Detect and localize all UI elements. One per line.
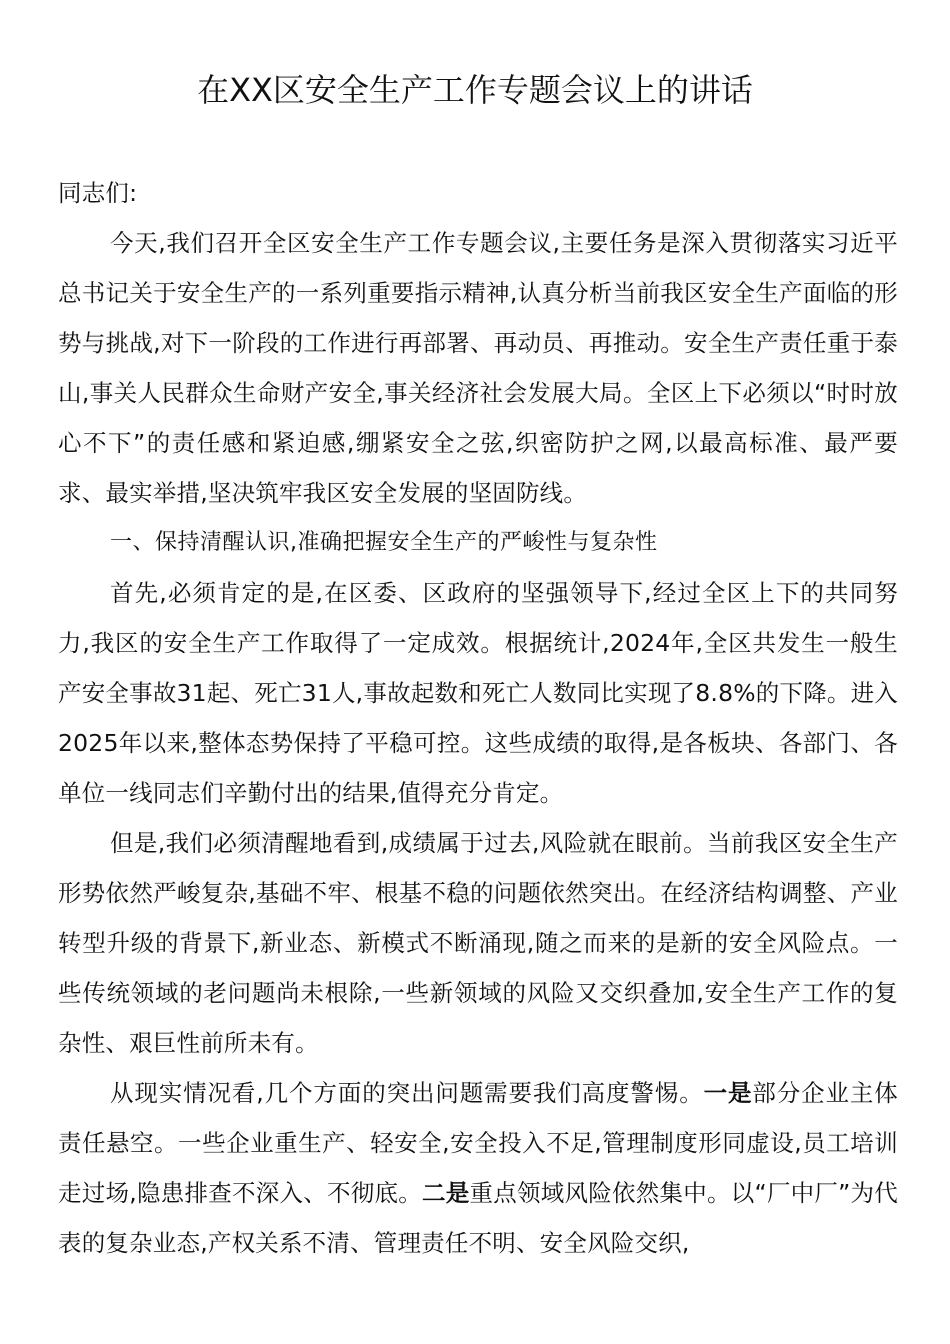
document-title: 在XX区安全生产工作专题会议上的讲话 xyxy=(197,71,753,109)
point-2-text: 重点领域风险依然集中。以“厂中厂”为代表的复杂业态,产权关系不清、管理责任不明、安全风险交织, xyxy=(58,1179,899,1257)
intro-paragraph: 今天,我们召开全区安全生产工作专题会议,主要任务是深入贯彻落实习近平总书记关于安全生产的一系列重要指示精神,认真分析当前我区安全生产面临的形势与挑战,对下一阶段的工作进行再部署、再动员、再推动。安全生产责任重于泰山,事关人民群众生命财产安全,事关经济社会发展大局。全区上下必须以“时时放心不下”的责任感和紧迫感,绷紧安全之弦,织密防护之网,以最高标准、最严要求、最实举措,坚决筑牢我区安全发展的坚固防线。 xyxy=(58,229,898,507)
problems-lead: 从现实情况看,几个方面的突出问题需要我们高度警惕。 xyxy=(110,1079,704,1107)
paragraph-problems xyxy=(58,1068,898,1268)
paragraph-challenges: 但是,我们必须清醒地看到,成绩属于过去,风险就在眼前。当前我区安全生产形势依然严峻复杂,基础不牢、根基不稳的问题依然突出。在经济结构调整、产业转型升级的背景下,新业态、新模式不断涌现,随之而来的是新的安全风险点。一些传统领域的老问题尚未根除,一些新领域的风险又交织叠加,安全生产工作的复杂性、艰巨性前所未有。 xyxy=(58,829,898,1057)
salutation: 同志们: xyxy=(58,179,138,207)
document-body xyxy=(58,168,898,1268)
section-heading-1: 一、保持清醒认识,准确把握安全生产的严峻性与复杂性 xyxy=(110,530,658,555)
paragraph-achievements: 首先,必须肯定的是,在区委、区政府的坚强领导下,经过全区上下的共同努力,我区的安全生产工作取得了一定成效。根据统计,2024年,全区共发生一般生产安全事故31起、死亡31人,事故起数和死亡人数同比实现了8.8%的下降。进入2025年以来,整体态势保持了平稳可控。这些成绩的取得,是各板块、各部门、各单位一线同志们辛勤付出的结果,值得充分肯定。 xyxy=(58,579,898,807)
point-1-label: 一是 xyxy=(703,1079,753,1107)
point-1-text: 部分企业主体责任悬空。一些企业重生产、轻安全,安全投入不足,管理制度形同虚设,员工培训走过场,隐患排查不深入、不彻底。 xyxy=(58,1079,898,1207)
point-2-label: 二是 xyxy=(421,1179,470,1207)
